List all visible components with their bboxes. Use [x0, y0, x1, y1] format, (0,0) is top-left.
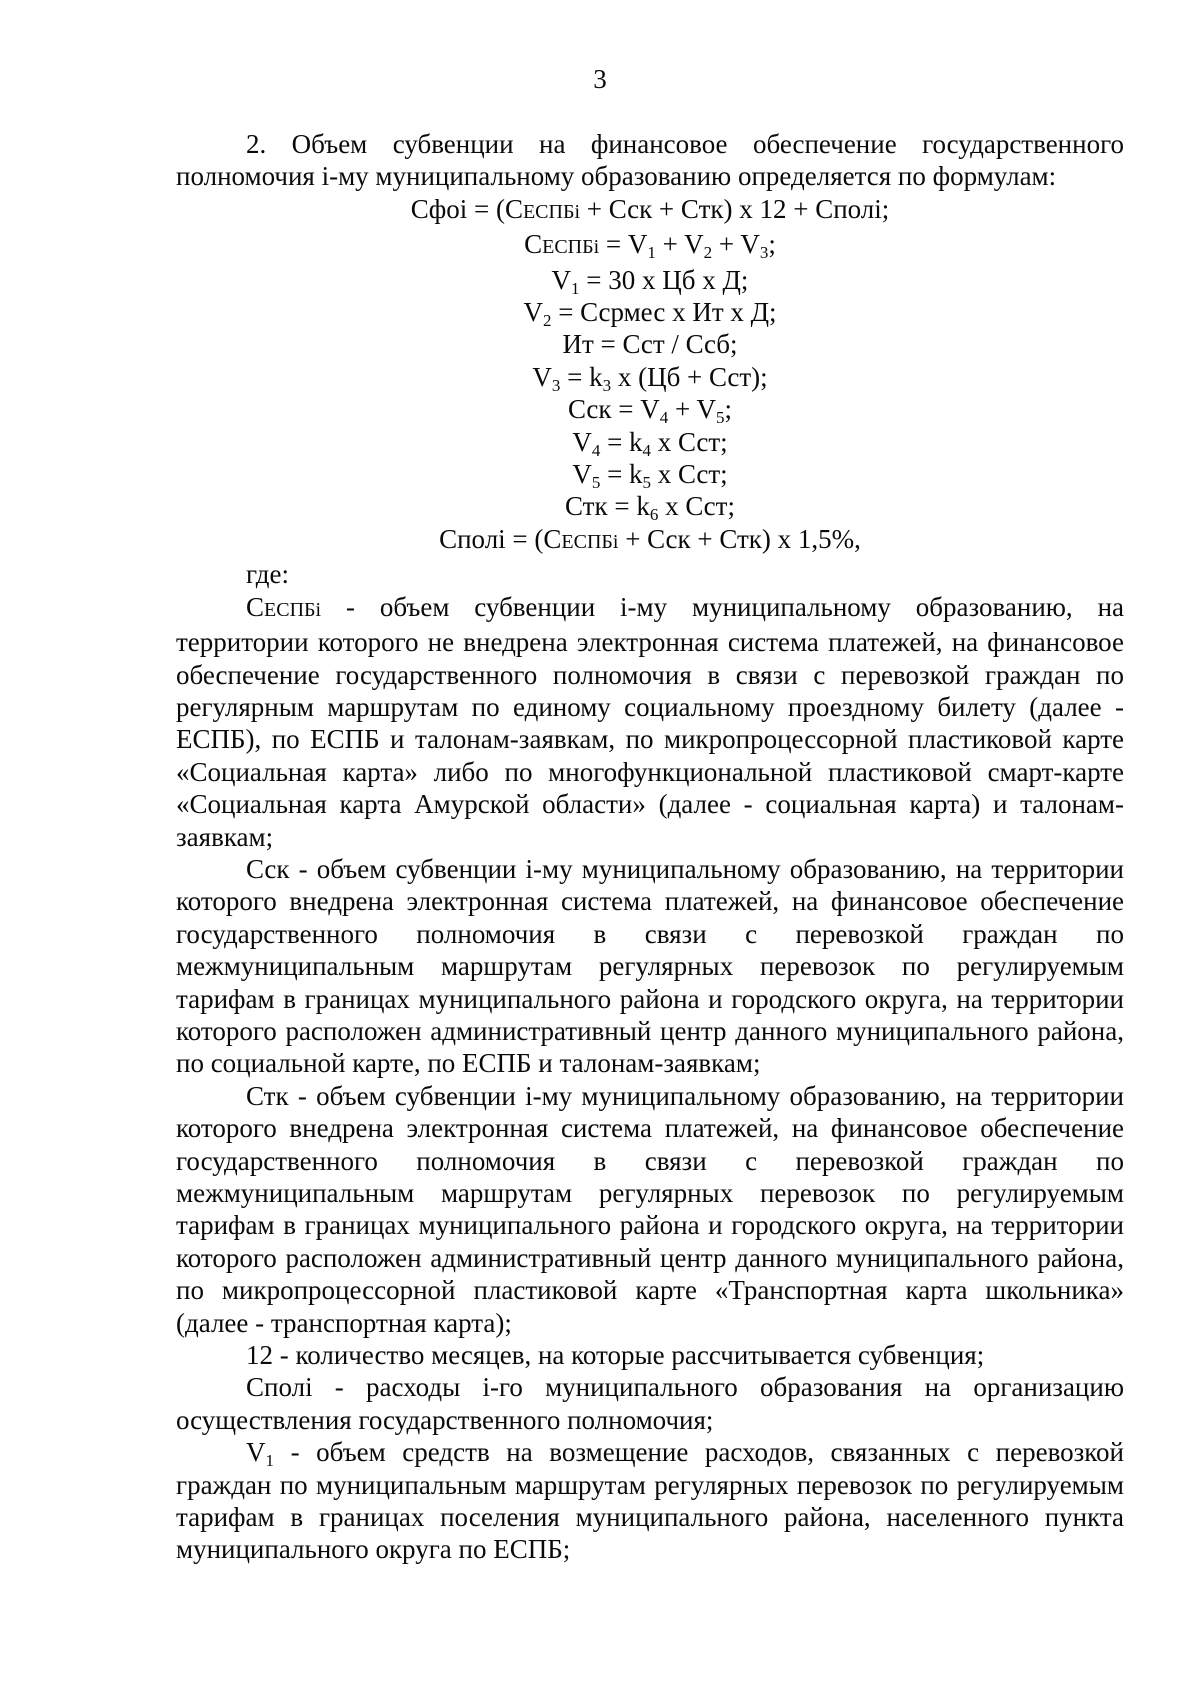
- text-run: = 30 x Цб x Д;: [579, 264, 749, 295]
- text-run: С: [246, 591, 265, 622]
- text-run: = Ссрмес x Ит x Д;: [551, 297, 777, 328]
- formula-line: [176, 523, 1124, 558]
- text-run: = k: [600, 459, 643, 490]
- text-run: x (Цб + Сст);: [611, 361, 768, 392]
- text-run: V: [523, 297, 543, 328]
- formula-line: [176, 264, 1124, 296]
- text-run: + V: [712, 229, 760, 260]
- text-run: = k: [600, 426, 643, 457]
- text-run: + Сск + Стк) x 12 + Сполі;: [580, 193, 890, 224]
- definitions-list: [176, 591, 1124, 1566]
- formula-block: [176, 193, 1124, 558]
- text-run: + Сск + Стк) x 1,5%,: [618, 523, 861, 554]
- subscript: 2: [703, 243, 713, 263]
- text-run: x Сст;: [658, 491, 735, 522]
- formula-line: [176, 490, 1124, 525]
- formula-line: [176, 361, 1124, 393]
- page-number: 3: [593, 64, 607, 94]
- subscript: 5: [715, 408, 725, 428]
- text-run: + V: [668, 394, 716, 425]
- text-run: = V: [599, 229, 648, 260]
- text-run: ;: [724, 394, 732, 425]
- text-run: V: [572, 459, 592, 490]
- subscript: 6: [649, 505, 659, 525]
- formula-line: [176, 228, 1124, 263]
- text-run: + V: [655, 229, 704, 260]
- subscript: 3: [551, 375, 561, 395]
- formula-line: [176, 328, 1124, 360]
- subscript: 3: [759, 243, 769, 263]
- subscript: 5: [642, 473, 652, 493]
- subscript: 4: [659, 408, 669, 428]
- text-run: Сск = V: [568, 394, 660, 425]
- text-run: x Сст;: [651, 426, 728, 457]
- text-run: V: [551, 264, 572, 295]
- text-run: Сполі - расходы i-го муниципального образования на организацию осуществления государственного полномочия;: [176, 1372, 1124, 1435]
- formula-line: [176, 426, 1124, 458]
- text-run: 12 - количество месяцев, на которые рассчитывается субвенция;: [246, 1340, 985, 1371]
- definition-paragraph: [176, 1371, 1124, 1436]
- subscript: 4: [591, 440, 601, 460]
- small-caps-run: ЕСПБі: [561, 530, 619, 553]
- text-run: - объем субвенции i-му муниципальному образованию, на территории которого не внедрена электронная система платежей, на финансовое обеспечение государственного полномочия в связи с перевозкой граждан по регулярным маршрутам по единому социальному проездному билету (далее - ЕСПБ), по ЕСПБ и талонам-заявкам, по микропроцессорной пластиковой карте «Социальная карта» либо по многофункциональной пластиковой смарт-карте «Социальная карта Амурской области» (далее - социальная карта) и талонам-заявкам;: [176, 591, 1124, 852]
- text-run: = k: [560, 361, 603, 392]
- subscript: 1: [571, 278, 580, 298]
- text-run: Стк - объем субвенции i-му муниципальному образованию, на территории которого внедрена электронная система платежей, на финансовое обеспечение государственного полномочия в связи с перевозкой граждан по межмуниципальным маршрутам регулярных перевозок по регулируемым тарифам в границах муниципального района и городского округа, на территории которого расположен административный центр данного муниципального района, по микропроцессорной пластиковой карте «Транспортная карта школьника» (далее - транспортная карта);: [176, 1080, 1124, 1338]
- definition-paragraph: [176, 853, 1124, 1080]
- text-run: С: [524, 229, 543, 260]
- text-run: V: [532, 361, 552, 392]
- text-run: V: [572, 426, 592, 457]
- formula-line: [176, 458, 1124, 493]
- text-run: Сск - объем субвенции i-му муниципальному образованию, на территории которого внедрена электронная система платежей, на финансовое обеспечение государственного полномочия в связи с перевозкой граждан по межмуниципальным маршрутам регулярных перевозок по регулируемым тарифам в границах муниципального района и городского округа, на территории которого расположен административный центр данного муниципального района, по социальной карте, по ЕСПБ и талонам-заявкам;: [176, 853, 1124, 1079]
- subscript: 1: [647, 243, 656, 263]
- text-run: Сфоі = (: [410, 193, 505, 224]
- text-run: С: [543, 523, 562, 554]
- text-run: x Сст;: [651, 459, 728, 490]
- text-run: С: [504, 193, 523, 224]
- definition-paragraph: [176, 1339, 1124, 1371]
- formula-line: [176, 296, 1124, 331]
- small-caps-run: ЕСПБі: [264, 598, 322, 621]
- document-body: [176, 128, 1124, 1566]
- formula-line: [176, 193, 1124, 228]
- small-caps-run: ЕСПБі: [522, 200, 581, 223]
- text-run: Ит = Сст / Ссб;: [562, 329, 738, 360]
- subscript: 4: [642, 440, 652, 460]
- text-run: Стк = k: [565, 491, 650, 522]
- subscript: 3: [602, 375, 612, 395]
- text-run: V: [246, 1437, 266, 1468]
- text-run: ;: [768, 229, 776, 260]
- text-run: - объем средств на возмещение расходов, связанных с перевозкой граждан по муниципальным маршрутам регулярных перевозок по регулируемым тарифам в границах поселения муниципального района, населенного пункта муниципального округа по ЕСПБ;: [176, 1437, 1124, 1565]
- subscript: 2: [542, 311, 552, 331]
- formula-line: [176, 393, 1124, 428]
- definition-paragraph: [176, 1080, 1124, 1339]
- small-caps-run: ЕСПБі: [542, 236, 600, 259]
- subscript: 1: [265, 1451, 274, 1471]
- text-run: Сполі = (: [439, 523, 544, 554]
- where-label: где:: [246, 559, 289, 590]
- definition-paragraph: [176, 1436, 1124, 1566]
- subscript: 5: [591, 473, 601, 493]
- definition-paragraph: [176, 591, 1124, 853]
- intro-paragraph: 2. Объем субвенции на финансовое обеспечение государственного полномочия i-му муниципальному образованию определяется по формулам:: [176, 129, 1124, 192]
